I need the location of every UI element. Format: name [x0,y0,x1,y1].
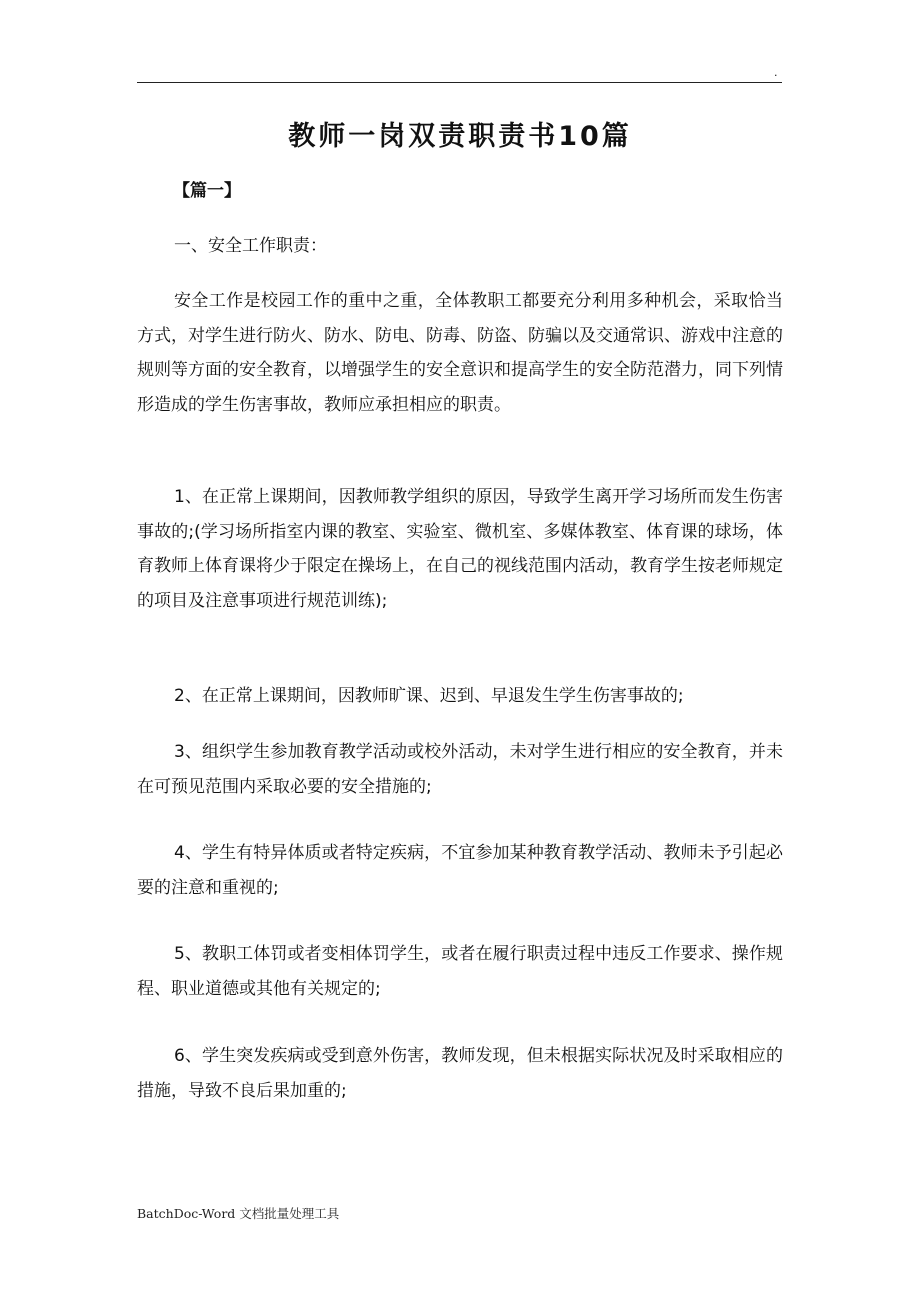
paragraph: 4、学生有特异体质或者特定疾病，不宜参加某种教育教学活动、教师未予引起必要的注意和重视的; [137,843,783,898]
header-rule [137,82,782,83]
paragraph: 2、在正常上课期间，因教师旷课、迟到、早退发生学生伤害事故的; [174,686,684,706]
paragraph: 安全工作是校园工作的重中之重，全体教职工都要充分利用多种机会，采取恰当方式，对学生进行防火、防水、防电、防毒、防盗、防骗以及交通常识、游戏中注意的规则等方面的安全教育，以增强学生的安全意识和提高学生的安全防范潜力，同下列情形造成的学生伤害事故，教师应承担相应的职责。 [137,291,783,415]
header-mark: . [774,66,778,79]
paragraph: 3、组织学生参加教育教学活动或校外活动，未对学生进行相应的安全教育，并未在可预见范围内采取必要的安全措施的; [137,742,783,797]
paragraph: 1、在正常上课期间，因教师教学组织的原因，导致学生离开学习场所而发生伤害事故的;(学习场所指室内课的教室、实验室、微机室、多媒体教室、体育课的球场，体育教师上体育课将少于限定在操场上，在自己的视线范围内活动，教育学生按老师规定的项目及注意事项进行规范训练); [137,487,783,611]
paragraph: 6、学生突发疾病或受到意外伤害，教师发现，但未根据实际状况及时采取相应的措施，导致不良后果加重的; [137,1046,783,1101]
document-title: 教师一岗双责职责书10篇 [288,121,632,152]
paragraph-heading: 一、安全工作职责： [174,236,327,256]
footer-text: BatchDoc-Word 文档批量处理工具 [137,1206,340,1221]
section-tag: 【篇一】 [173,181,241,201]
paragraph: 5、教职工体罚或者变相体罚学生，或者在履行职责过程中违反工作要求、操作规程、职业道德或其他有关规定的; [137,944,783,999]
